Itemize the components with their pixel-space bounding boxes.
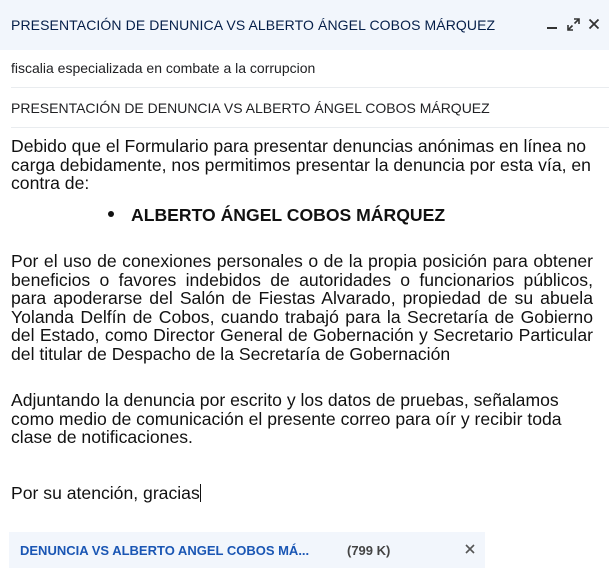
attachment-size: (799 K): [347, 543, 391, 558]
remove-attachment-close-icon[interactable]: [463, 542, 477, 556]
body-closing-line: [11, 484, 593, 503]
subject-field[interactable]: [11, 88, 609, 128]
minimize-icon[interactable]: [545, 17, 559, 31]
subject-value: PRESENTACIÓN DE DENUNCIA VS ALBERTO ÁNGEL COBOS MÁRQUEZ: [11, 100, 490, 116]
body-closing-text: Por su atención, gracias: [11, 483, 200, 503]
attachment-chip[interactable]: [9, 532, 485, 568]
body-paragraph-intro: Debido que el Formulario para presentar denuncias anónimas en línea no carga debidamente, nos permitimos presentar la denuncia por esta vía, en contra de:: [11, 136, 591, 194]
compose-title: PRESENTACIÓN DE DENUNICA VS ALBERTO ÁNGEL COBOS MÁRQUEZ: [11, 17, 496, 33]
bullet-item-text: ALBERTO ÁNGEL COBOS MÁRQUEZ: [131, 205, 446, 225]
attachment-name-link[interactable]: DENUNCIA VS ALBERTO ANGEL COBOS MÁ...: [20, 543, 310, 558]
body-paragraph-accusation: Por el uso de conexiones personales o de la propia posición para obtener beneficios o favores indebidos de autoridades o funcionarios públicos, para apoderarse del Salón de Fiestas Alvarado, propiedad de su abuela Yolanda Delfín de Cobos, cuando trabajó para la Secretaría de Gobierno del Estado, como Director General de Gobernación y Secretario Particular del titular de Despacho de la Secretaría de Gobernación: [11, 251, 593, 364]
text-cursor: [200, 484, 201, 502]
expand-icon[interactable]: [566, 17, 580, 31]
body-paragraph-notification: Adjuntando la denuncia por escrito y los datos de pruebas, señalamos como medio de comunicación el presente correo para oír y recibir toda clase de notificaciones.: [11, 390, 562, 448]
bullet-dot-icon: [108, 211, 114, 217]
compose-titlebar[interactable]: [0, 0, 609, 50]
to-recipient: fiscalia especializada en combate a la corrupcion: [11, 60, 316, 76]
bullet-item: [108, 205, 445, 226]
close-icon[interactable]: [587, 17, 601, 31]
to-field[interactable]: [11, 48, 609, 88]
window-controls: [545, 17, 601, 31]
